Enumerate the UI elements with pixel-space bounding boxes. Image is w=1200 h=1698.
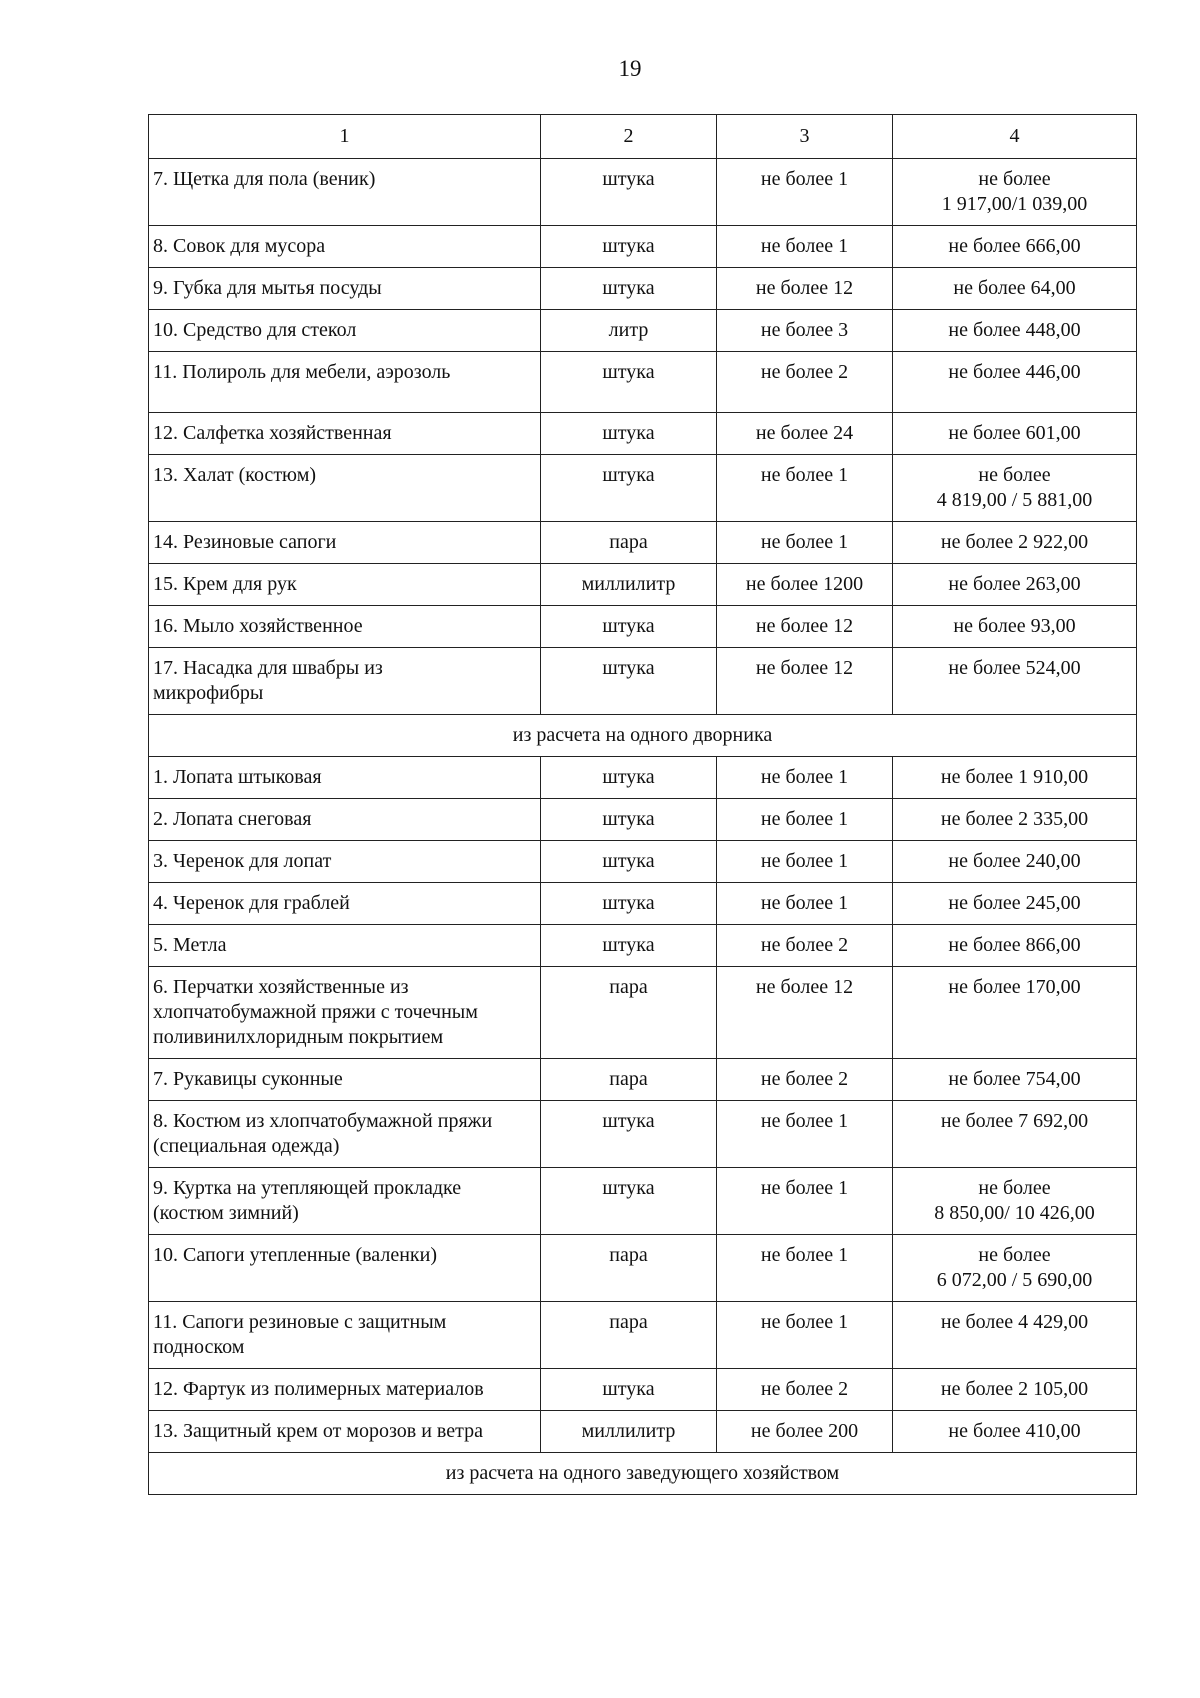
item-quantity: не более 3 — [717, 310, 893, 352]
item-name: 10. Сапоги утепленные (валенки) — [149, 1235, 541, 1302]
item-name: 2. Лопата снеговая — [149, 799, 541, 841]
table-row — [149, 226, 1137, 268]
column-number-2: 2 — [541, 115, 717, 159]
item-quantity: не более 1 — [717, 883, 893, 925]
table-row — [149, 455, 1137, 522]
item-quantity: не более 1 — [717, 226, 893, 268]
table-row — [149, 310, 1137, 352]
item-unit: пара — [541, 1302, 717, 1369]
item-unit: штука — [541, 883, 717, 925]
item-price: не более 170,00 — [893, 967, 1137, 1059]
item-unit: штука — [541, 757, 717, 799]
item-name: 14. Резиновые сапоги — [149, 522, 541, 564]
item-unit: штука — [541, 159, 717, 226]
item-unit: штука — [541, 268, 717, 310]
column-number-1: 1 — [149, 115, 541, 159]
section-heading-janitor: из расчета на одного дворника — [149, 715, 1137, 757]
table-row — [149, 268, 1137, 310]
item-quantity: не более 2 — [717, 352, 893, 413]
table-row — [149, 352, 1137, 413]
table-row — [149, 1302, 1137, 1369]
item-unit: штука — [541, 648, 717, 715]
column-number-row — [149, 115, 1137, 159]
item-quantity: не более 1 — [717, 1235, 893, 1302]
item-name: 9. Губка для мытья посуды — [149, 268, 541, 310]
item-price: не более 93,00 — [893, 606, 1137, 648]
item-quantity: не более 1 — [717, 757, 893, 799]
item-name: 17. Насадка для швабры из микрофибры — [149, 648, 541, 715]
item-unit: штука — [541, 1168, 717, 1235]
item-price: не более 2 335,00 — [893, 799, 1137, 841]
item-quantity: не более 1 — [717, 455, 893, 522]
item-name: 1. Лопата штыковая — [149, 757, 541, 799]
item-quantity: не более 12 — [717, 606, 893, 648]
item-price: не более 8 850,00/ 10 426,00 — [893, 1168, 1137, 1235]
table-row — [149, 883, 1137, 925]
item-price: не более 4 819,00 / 5 881,00 — [893, 455, 1137, 522]
item-name: 7. Рукавицы суконные — [149, 1059, 541, 1101]
item-unit: штука — [541, 606, 717, 648]
item-quantity: не более 12 — [717, 967, 893, 1059]
section-row — [149, 715, 1137, 757]
table-row — [149, 1101, 1137, 1168]
item-name: 16. Мыло хозяйственное — [149, 606, 541, 648]
table-row — [149, 413, 1137, 455]
table-row — [149, 1411, 1137, 1453]
table-row — [149, 757, 1137, 799]
table-row — [149, 564, 1137, 606]
item-quantity: не более 12 — [717, 268, 893, 310]
item-name: 11. Сапоги резиновые с защитным подноском — [149, 1302, 541, 1369]
item-name: 13. Защитный крем от морозов и ветра — [149, 1411, 541, 1453]
item-name: 11. Полироль для мебели, аэрозоль — [149, 352, 541, 413]
item-name: 13. Халат (костюм) — [149, 455, 541, 522]
item-quantity: не более 24 — [717, 413, 893, 455]
item-price: не более 1 917,00/1 039,00 — [893, 159, 1137, 226]
table-row — [149, 925, 1137, 967]
item-unit: литр — [541, 310, 717, 352]
item-name: 5. Метла — [149, 925, 541, 967]
item-price: не более 7 692,00 — [893, 1101, 1137, 1168]
item-price: не более 4 429,00 — [893, 1302, 1137, 1369]
items-table — [148, 114, 1137, 1495]
item-price: не более 446,00 — [893, 352, 1137, 413]
item-unit: штука — [541, 413, 717, 455]
item-name: 4. Черенок для граблей — [149, 883, 541, 925]
item-unit: пара — [541, 967, 717, 1059]
item-unit: пара — [541, 1059, 717, 1101]
item-name: 8. Костюм из хлопчатобумажной пряжи (специальная одежда) — [149, 1101, 541, 1168]
item-price: не более 410,00 — [893, 1411, 1137, 1453]
table-row — [149, 1235, 1137, 1302]
section-row — [149, 1453, 1137, 1495]
item-name: 9. Куртка на утепляющей прокладке (костюм зимний) — [149, 1168, 541, 1235]
item-quantity: не более 2 — [717, 1369, 893, 1411]
item-price: не более 263,00 — [893, 564, 1137, 606]
table-row — [149, 648, 1137, 715]
table-row — [149, 841, 1137, 883]
item-quantity: не более 200 — [717, 1411, 893, 1453]
item-unit: штука — [541, 352, 717, 413]
item-price: не более 524,00 — [893, 648, 1137, 715]
item-price: не более 2 105,00 — [893, 1369, 1137, 1411]
item-unit: штука — [541, 1369, 717, 1411]
item-quantity: не более 1 — [717, 522, 893, 564]
item-price: не более 754,00 — [893, 1059, 1137, 1101]
item-unit: миллилитр — [541, 564, 717, 606]
column-number-3: 3 — [717, 115, 893, 159]
item-quantity: не более 1200 — [717, 564, 893, 606]
item-price: не более 240,00 — [893, 841, 1137, 883]
item-name: 7. Щетка для пола (веник) — [149, 159, 541, 226]
item-unit: штука — [541, 1101, 717, 1168]
item-name: 10. Средство для стекол — [149, 310, 541, 352]
item-unit: штука — [541, 226, 717, 268]
item-price: не более 601,00 — [893, 413, 1137, 455]
item-quantity: не более 1 — [717, 799, 893, 841]
item-name: 3. Черенок для лопат — [149, 841, 541, 883]
column-number-4: 4 — [893, 115, 1137, 159]
page-number: 19 — [618, 56, 642, 81]
item-quantity: не более 1 — [717, 1168, 893, 1235]
table-row — [149, 1369, 1137, 1411]
item-unit: штука — [541, 799, 717, 841]
item-price: не более 448,00 — [893, 310, 1137, 352]
item-quantity: не более 12 — [717, 648, 893, 715]
table-row — [149, 159, 1137, 226]
item-unit: пара — [541, 522, 717, 564]
item-unit: штука — [541, 455, 717, 522]
table-row — [149, 1059, 1137, 1101]
item-price: не более 1 910,00 — [893, 757, 1137, 799]
item-name: 6. Перчатки хозяйственные из хлопчатобумажной пряжи с точечным поливинилхлоридным покрытием — [149, 967, 541, 1059]
item-price: не более 866,00 — [893, 925, 1137, 967]
item-price: не более 2 922,00 — [893, 522, 1137, 564]
section-heading-housekeeper: из расчета на одного заведующего хозяйством — [149, 1453, 1137, 1495]
item-quantity: не более 1 — [717, 1302, 893, 1369]
item-unit: миллилитр — [541, 1411, 717, 1453]
item-quantity: не более 2 — [717, 1059, 893, 1101]
item-name: 15. Крем для рук — [149, 564, 541, 606]
table-row — [149, 1168, 1137, 1235]
item-price: не более 64,00 — [893, 268, 1137, 310]
item-price: не более 666,00 — [893, 226, 1137, 268]
table-row — [149, 967, 1137, 1059]
item-quantity: не более 1 — [717, 1101, 893, 1168]
item-name: 12. Фартук из полимерных материалов — [149, 1369, 541, 1411]
item-price: не более 6 072,00 / 5 690,00 — [893, 1235, 1137, 1302]
item-quantity: не более 1 — [717, 841, 893, 883]
item-unit: пара — [541, 1235, 717, 1302]
item-name: 8. Совок для мусора — [149, 226, 541, 268]
table-row — [149, 522, 1137, 564]
item-quantity: не более 2 — [717, 925, 893, 967]
item-quantity: не более 1 — [717, 159, 893, 226]
item-name: 12. Салфетка хозяйственная — [149, 413, 541, 455]
item-unit: штука — [541, 841, 717, 883]
table-row — [149, 606, 1137, 648]
item-price: не более 245,00 — [893, 883, 1137, 925]
item-unit: штука — [541, 925, 717, 967]
table-row — [149, 799, 1137, 841]
